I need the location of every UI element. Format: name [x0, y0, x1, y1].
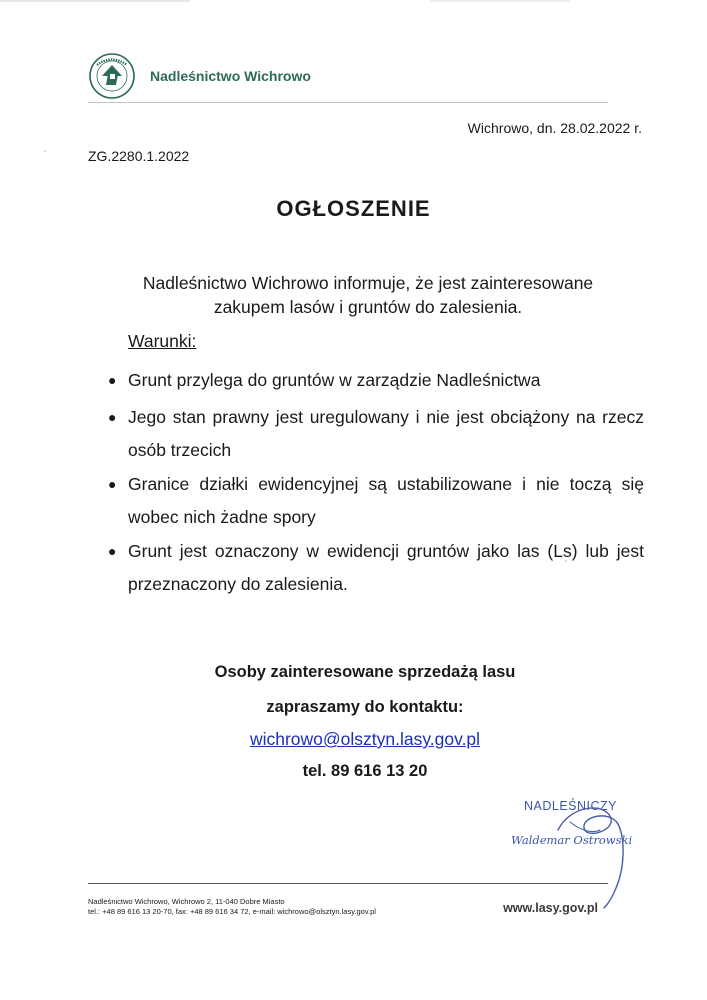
document-date: Wichrowo, dn. 28.02.2022 r. — [467, 120, 642, 136]
intro-paragraph — [88, 271, 648, 319]
footer-divider — [88, 883, 608, 884]
condition-text: Grunt przylega do gruntów w zarządzie Nadleśnictwa — [128, 370, 541, 390]
scan-speck — [44, 150, 46, 152]
condition-item — [108, 535, 644, 602]
footer-address-line: Nadleśnictwo Wichrowo, Wichrowo 2, 11-040 Dobre Miasto — [88, 897, 285, 906]
reference-number: ZG.2280.1.2022 — [88, 148, 190, 164]
contact-phone: tel. 89 616 13 20 — [302, 762, 428, 780]
contact-invitation-line: Osoby zainteresowane sprzedażą lasu — [214, 663, 516, 681]
conditions-heading: Warunki: — [128, 331, 197, 351]
stamp-name: Waldemar Ostrowski — [511, 833, 633, 847]
condition-text: Granice działki ewidencyjnej są ustabilizowane i nie toczą się wobec nich żadne spory — [128, 473, 644, 527]
bullet-icon: ● — [108, 475, 117, 492]
handwritten-signature — [540, 800, 640, 910]
condition-item — [108, 468, 644, 535]
scan-edge-mark — [0, 0, 190, 2]
footer-address — [88, 897, 376, 917]
intro-line: zakupem lasów i gruntów do zalesienia. — [213, 297, 523, 317]
condition-item — [108, 401, 644, 468]
conditions-list — [108, 364, 644, 602]
bullet-icon: ● — [108, 372, 117, 388]
scan-speck — [565, 560, 567, 562]
condition-text: Jego stan prawny jest uregulowany i nie jest obciążony na rzecz osób trzecich — [128, 406, 644, 460]
contact-invitation-line: zapraszamy do kontaktu: — [266, 698, 464, 716]
bullet-icon: ● — [108, 408, 117, 425]
intro-line: Nadleśnictwo Wichrowo informuje, że jest zainteresowane — [142, 273, 594, 293]
stamp-title: NADLEŚNICZY — [524, 799, 618, 813]
letterhead — [88, 52, 608, 104]
lasy-panstwowe-logo — [88, 52, 136, 100]
scan-edge-mark — [430, 0, 570, 2]
footer-contact-line: tel.: +48 89 616 13 20-70, fax: +48 89 616 34 72, e-mail: wichrowo@olsztyn.lasy.gov.pl — [88, 907, 376, 916]
header-divider — [88, 102, 608, 103]
contact-email-link[interactable]: wichrowo@olsztyn.lasy.gov.pl — [249, 729, 481, 749]
footer-website[interactable]: www.lasy.gov.pl — [503, 901, 598, 915]
condition-text: Grunt jest oznaczony w ewidencji gruntów jako las (Ls) lub jest przeznaczony do zalesienia. — [128, 540, 644, 594]
condition-item — [108, 364, 644, 398]
bullet-icon: ● — [108, 542, 117, 559]
document-title: OGŁOSZENIE — [276, 196, 431, 221]
organization-name: Nadleśnictwo Wichrowo — [150, 68, 311, 84]
